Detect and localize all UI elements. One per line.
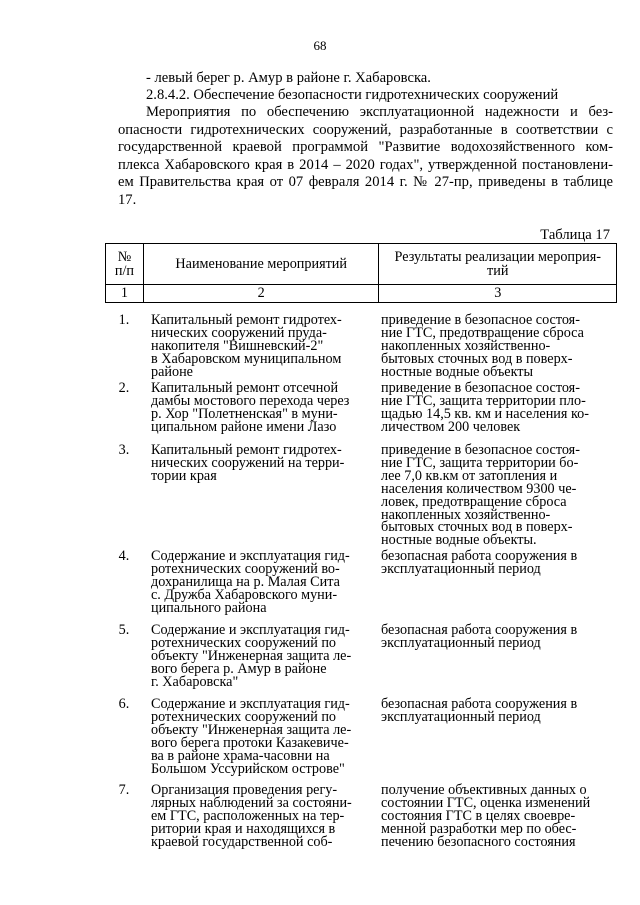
result-line: ние ГТС, защита территории пло- [381,392,586,409]
header-number-abbr: п/п [114,263,135,279]
result-line: получение объективных данных о [381,782,587,798]
result-line: приведение в безопасное состоя- [381,442,580,458]
result-line: бытовых сточных вод в поверх- [381,350,573,367]
row-result [381,444,617,547]
measure-name-line: Капитальный ремонт отсечной [151,380,339,396]
header-results [379,244,617,285]
row-measure-name [151,314,376,379]
result-line: бытовых сточных вод в поверх- [381,519,573,536]
measure-name-line: ротехнических сооружений по [151,708,337,725]
measure-name-line: с. Дружба Хабаровского муни- [151,586,338,603]
measure-name-line: ротехнических сооружений по [151,634,337,651]
row-measure-name [151,550,376,615]
measure-name-line: ципальном районе имени Лазо [151,418,337,435]
section-heading: 2.8.4.2. Обеспечение безопасности гидротехнических сооружений [146,87,559,103]
measure-name-line: ципального района [151,599,267,616]
measure-name-line: накопителя "Вишневский-2" [151,337,324,354]
row-measure-name [151,698,376,775]
row-result [381,314,617,379]
measure-name-line: Содержание и эксплуатация гид- [151,622,350,638]
row-measure-name [151,624,376,689]
paragraph-line: плекса Хабаровского края в 2014 – 2020 годах", утвержденной постановлени- [118,156,613,173]
result-line: ловек, предотвращение сброса [381,493,567,510]
measure-name-line: вого берега протоки Казакевиче- [151,734,349,751]
measure-name-line: Капитальный ремонт гидротех- [151,442,342,458]
measure-name-line: ва в районе храма-часовни на [151,747,330,764]
measure-name-line: Большом Уссурийском острове" [151,760,345,777]
measure-name-line: Содержание и эксплуатация гид- [151,548,350,564]
measure-name-line: ритории края и находящихся в [151,820,336,837]
result-line: накопленных хозяйственно- [381,506,551,523]
row-number: 2. [118,380,130,396]
measure-name-line: г. Хабаровска" [151,673,239,690]
measure-name-line: лярных наблюдений за состояни- [151,794,352,811]
measures-table-header [105,243,617,303]
row-result [381,624,617,650]
result-line: эксплуатационный период [381,560,541,577]
measure-name-line: краевой государственной соб- [151,833,333,850]
result-line: безопасная работа сооружения в [381,622,578,638]
result-line: приведение в безопасное состоя- [381,380,580,396]
result-line: ностные водные объекты [381,363,534,380]
paragraph-line: государственной краевой программой "Развитие водохозяйственного ком- [118,139,613,155]
measure-name-line: нических сооружений пруда- [151,324,327,341]
measure-name-line: вого берега р. Амур в районе [151,660,327,677]
measure-name-line: ротехнических сооружений во- [151,560,340,577]
result-line: безопасная работа сооружения в [381,548,578,564]
row-number: 1. [118,312,130,328]
measure-name-line: Капитальный ремонт гидротех- [151,312,342,328]
measure-name-line: ем ГТС, расположенных на тер- [151,807,345,824]
row-result [381,784,617,849]
measure-name-line: объекту "Инженерная защита ле- [151,721,352,738]
row-result [381,550,617,576]
header-measure-name: Наименование мероприятий [143,244,379,285]
result-line: приведение в безопасное состоя- [381,312,580,328]
row-result [381,698,617,724]
result-line: менной разработки мер по обес- [381,820,577,837]
row-measure-name [151,784,376,849]
table-label: Таблица 17 [540,227,610,243]
text-line-left-bank: - левый берег р. Амур в районе г. Хабаровска. [146,70,431,86]
result-line: эксплуатационный период [381,634,541,651]
measure-name-line: тории края [151,467,217,484]
header-results-line-2: тий [487,263,509,279]
paragraph-line-last: 17. [118,191,137,208]
result-line: состоянии ГТС, оценка изменений [381,794,591,811]
result-line: накопленных хозяйственно- [381,337,551,354]
paragraph-line: опасности гидротехнических сооружений, разработанные в соответствии с [118,121,613,138]
header-number-symbol: № [117,249,132,265]
measure-name-line: дамбы мостового перехода через [151,392,350,409]
row-number: 7. [118,782,130,798]
row-number: 4. [118,548,130,564]
header-results-line-1: Результаты реализации мероприя- [394,249,601,265]
page-number: 68 [313,38,327,53]
column-number-3: 3 [379,285,617,303]
result-line: населения количеством 9300 че- [381,480,577,497]
result-line: безопасная работа сооружения в [381,696,578,712]
result-line: состояния ГТС в целях своевре- [381,807,576,824]
column-number-2: 2 [143,285,379,303]
measure-name-line: объекту "Инженерная защита ле- [151,647,352,664]
measure-name-line: Содержание и эксплуатация гид- [151,696,350,712]
result-line: лее 7,0 кв.км от затопления и [381,467,558,484]
measure-name-line: дохранилища на р. Малая Сита [151,573,340,590]
measure-name-line: в Хабаровском муниципальном [151,350,342,367]
row-number: 6. [118,696,130,712]
result-line: ностные водные объекты. [381,532,537,549]
row-measure-name [151,382,376,434]
result-line: личеством 200 человек [381,418,521,435]
measure-name-line: Организация проведения регу- [151,782,338,798]
header-number [106,244,144,285]
measure-name-line: нических сооружений на терри- [151,454,345,471]
paragraph-line: Мероприятия по обеспечению эксплуатационной надежности и без- [146,104,613,120]
column-number-1: 1 [106,285,144,303]
paragraph-line: ем Правительства края от 07 февраля 2014 г. № 27-пр, приведены в таблице [118,174,613,190]
measure-name-line: районе [151,363,193,380]
result-line: эксплуатационный период [381,708,541,725]
row-number: 3. [118,442,130,458]
result-line: щадью 14,5 кв. км и населения ко- [381,405,589,422]
measure-name-line: р. Хор "Полетненская" в муни- [151,405,338,422]
result-line: ние ГТС, предотвращение сброса [381,324,584,341]
row-number: 5. [118,622,130,638]
row-result [381,382,617,434]
result-line: печению безопасного состояния [381,833,576,850]
row-measure-name [151,444,376,483]
result-line: ние ГТС, защита территории бо- [381,454,579,471]
